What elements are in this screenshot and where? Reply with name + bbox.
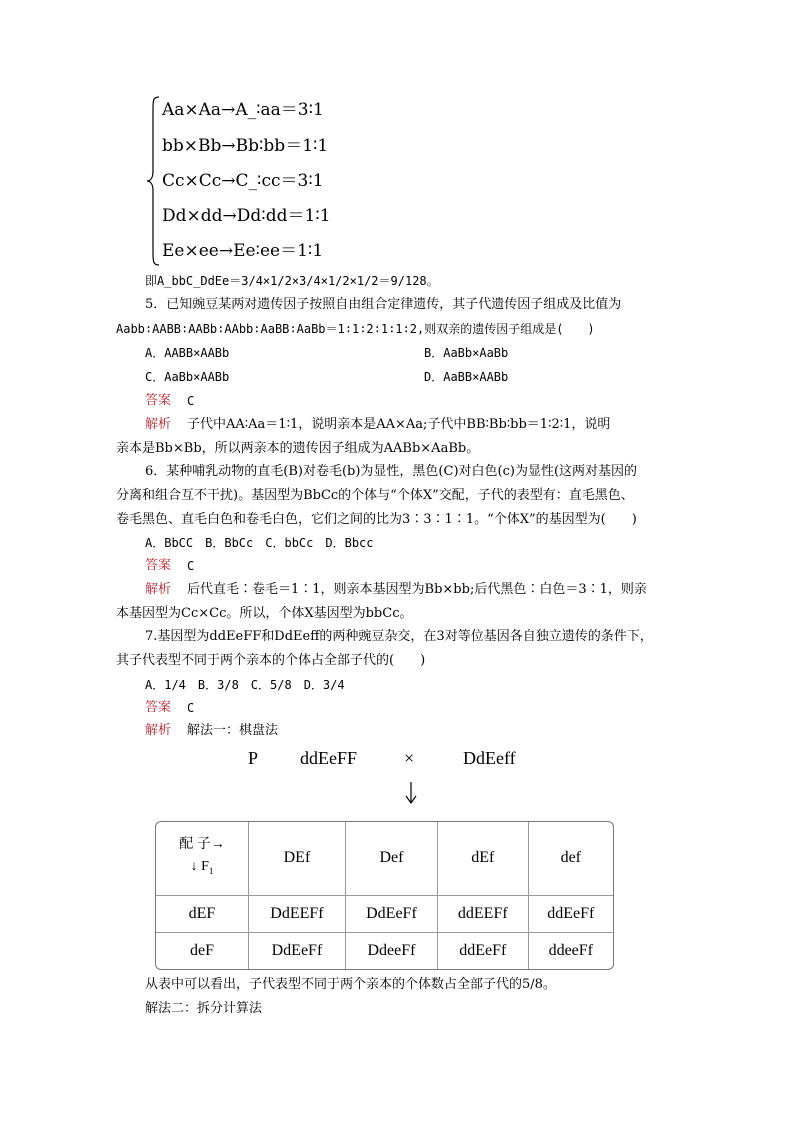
row-header: deF [156,932,249,969]
parent-generation-label: P [248,748,259,768]
f-letter: F [201,859,209,875]
table-cell: ddEEFf [438,895,529,932]
method-2-heading: 解法二：拆分计算法 [145,1001,263,1016]
question-6-options: A．BbCC B．BbCc C．bbCc D．Bbcc [145,536,374,550]
explanation-label: 解析 [145,723,172,738]
question-5: 5．已知豌豆某两对遗传因子按照自由组合定律遗传，其子代遗传因子组成及比值为 [145,297,622,312]
parent-1-genotype: ddEeFF [300,748,358,768]
column-header: DEf [249,822,346,895]
cross-symbol: × [404,748,415,768]
table-cell: DdEEFf [249,895,346,932]
option-a: A．AABB×AABb [145,346,230,360]
explanation-label: 解析 [145,582,172,597]
explanation-label: 解析 [145,417,172,432]
down-arrow-icon: ↓ [190,859,198,875]
option-d: D．AaBB×AABb [424,370,509,384]
table-cell: DdEeFf [345,895,437,932]
answer-value: C [187,559,195,573]
question-6: 6．某种哺乳动物的直毛(B)对卷毛(b)为显性，黑色(C)对白色(c)为显性(这两对基因的 [145,464,638,479]
probability-line: 即A_bbC_DdEe＝3/4×1/2×3/4×1/2×1/2＝9/128。 [145,274,439,288]
column-header: dEf [438,822,529,895]
answer-label: 答案 [145,558,172,573]
table-cell: DdeeFf [345,932,437,969]
table-cell: ddeeFf [528,932,613,969]
table-cell: ddEeFf [438,932,529,969]
equation-line: Aa×Aa→A_∶aa＝3∶1 [162,100,324,120]
table-corner-header [156,822,249,895]
brace-equations-block [145,95,405,267]
explanation-text: 解法一：棋盘法 [187,723,279,738]
equation-line: bb×Bb→Bb∶bb＝1∶1 [162,136,329,156]
answer-label: 答案 [145,700,172,715]
punnett-square-table [155,821,614,970]
table-row [156,895,613,932]
column-header: Def [345,822,437,895]
explanation-text: 本基因型为Cc×Cc。所以，个体X基因型为bbCc。 [116,606,413,621]
gametes-label: 配 子→ [179,837,225,853]
option-c: C．AaBb×AABb [145,370,230,384]
down-arrow-icon [404,781,418,805]
question-7-options: A．1/4 B．3/8 C．5/8 D．3/4 [145,678,345,692]
equation-line: Cc×Cc→C_∶cc＝3∶1 [162,171,324,191]
explanation-text: 亲本是Bb×Bb，所以两亲本的遗传因子组成为AABb×AaBb。 [116,441,480,456]
column-header: def [528,822,613,895]
parent-2-genotype: DdEeff [463,748,516,768]
question-7-line2: 其子代表型不同于两个亲本的个体占全部子代的( ) [116,653,426,668]
f-subscript: 1 [208,866,214,877]
answer-value: C [187,394,195,408]
option-b: B．AaBb×AaBb [424,346,509,360]
left-brace [145,95,161,267]
row-header: dEF [156,895,249,932]
answer-label: 答案 [145,393,172,408]
question-6-line2: 分离和组合互不干扰)。基因型为BbCc的个体与“个体X”交配，子代的表型有：直毛黑色、 [116,488,634,503]
explanation-text: 子代中AA∶Aa＝1∶1，说明亲本是AA×Aa;子代中BB∶Bb∶bb＝1∶2∶1，说明 [187,417,611,432]
table-row [156,932,613,969]
question-7: 7.基因型为ddEeFF和DdEeff的两种豌豆杂交，在3对等位基因各自独立遗传的条件下， [145,629,653,644]
answer-value: C [187,701,195,715]
question-6-line3: 卷毛黑色、直毛白色和卷毛白色，它们之间的比为3∶3∶1∶1。“个体X”的基因型为( ) [116,512,637,527]
table-cell: ddEeFf [528,895,613,932]
equation-line: Dd×dd→Dd∶dd＝1∶1 [162,206,331,226]
question-5-ratio: Aabb∶AABB∶AABb∶AAbb∶AaBB∶AaBb＝1∶1∶2∶1∶1∶2,则双亲的遗传因子组成是( ) [116,322,595,336]
table-cell: DdEeFf [249,932,346,969]
f1-label [156,856,248,882]
equation-line: Ee×ee→Ee∶ee＝1∶1 [162,241,324,261]
conclusion-text: 从表中可以看出，子代表型不同于两个亲本的个体数占全部子代的5/8。 [145,977,556,992]
explanation-text: 后代直毛∶卷毛＝1∶1，则亲本基因型为Bb×bb;后代黑色∶白色＝3∶1，则亲 [187,582,647,597]
